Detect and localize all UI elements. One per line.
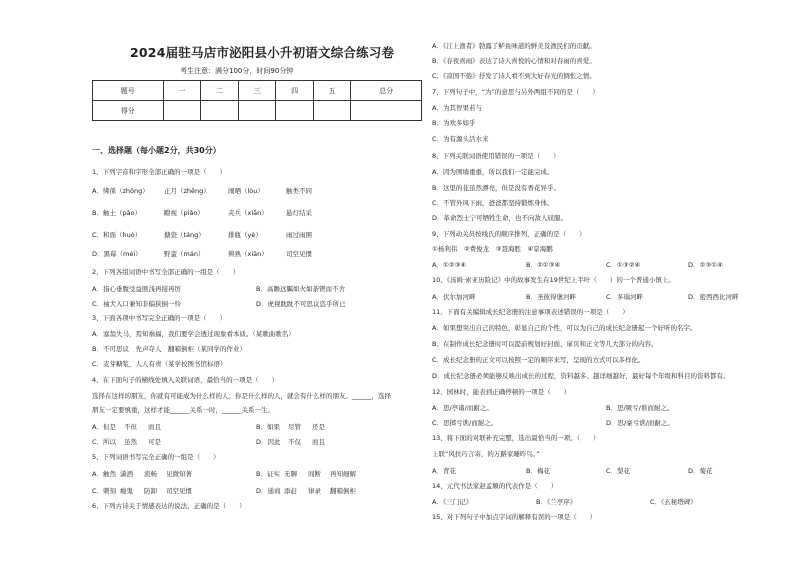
option: 闹晒（lòu） <box>228 187 264 195</box>
option: B．为欢多如乎 <box>432 119 476 127</box>
option: C．成长纪念册的正文可以按照一定的顺序来写，呈现的方式可以多样化。 <box>432 356 645 364</box>
option: C．刺刻 <box>92 487 117 495</box>
option: A．伏尔加河畔 <box>432 293 476 301</box>
option: 尽管 <box>288 423 301 431</box>
score-value-row <box>93 101 422 121</box>
option: D．菊花 <box>688 467 713 475</box>
option: 虽然 <box>124 438 137 446</box>
option: A．触然 <box>92 470 116 478</box>
question-7: 7、下列句子中，“为”的意思与另外两组不同的是（ ） <box>432 88 599 96</box>
score-cell <box>201 101 239 121</box>
question-9: 9、下列动关员按线氏的顺序排列，正确的是（ ） <box>432 230 586 238</box>
question-15: 15、对下列句子中加点字词的解释有误的一项是（ ） <box>432 513 597 521</box>
option: C．思掷亏谯/而耐之。 <box>432 419 498 427</box>
option: B．梅花 <box>526 467 550 475</box>
option: B．在制作成长纪念册时可以提前规划好封面、扉页和正文等几大部分的内容。 <box>432 340 658 348</box>
question-12: 12、园林时，能表到正确停顿的一项是（ ） <box>432 388 571 396</box>
option: 防卸 <box>144 487 157 495</box>
score-cell <box>276 101 314 121</box>
score-header-cell: 四 <box>276 81 314 101</box>
option: C．为有源头活水来 <box>432 135 489 143</box>
score-header-cell: 二 <box>201 81 239 101</box>
option: 流畅 <box>144 470 157 478</box>
exam-title: 2024届驻马店市泌阳县小升初语文综合练习卷 <box>130 45 395 60</box>
option: 可是 <box>148 438 161 446</box>
question-3: 3、下面各项中书写完全正确的一项是（ ） <box>92 314 227 322</box>
option: 间断 <box>308 470 321 478</box>
question-4-text: 朋友一定要慎重，这样才能______关系一时，______关系一生。 <box>92 406 274 414</box>
score-table <box>92 80 422 121</box>
option: D．革命烈士宁可牺牲生命，也不向敌人屈服。 <box>432 214 568 222</box>
option: 翻箱倒柜 <box>330 487 356 495</box>
option: 还是 <box>312 423 325 431</box>
section-heading: 一、选择题（每小题2分，共30分） <box>92 146 221 155</box>
option: C．和面（huò） <box>92 231 142 239</box>
option: D．成长纪念册必须能够反映出成长的过程，资料越多、越详细越好，最好每个年级和科目的资料都有。 <box>432 372 730 380</box>
option: B．圣彼得堡河畔 <box>526 293 576 301</box>
question-10: 10、《汤姆·索亚历险记》中的故事发生在19世纪上半叶（ ）的一个普通小镇上。 <box>432 276 675 284</box>
score-header-cell: 总分 <box>351 81 422 101</box>
option: A．《江上渔者》勃露了鲈鱼味道的鲜美及渔民们的贡献。 <box>432 42 596 50</box>
score-cell <box>163 101 201 121</box>
question-14: 14、元代书法家赵孟頫的代表作是（ ） <box>432 482 558 490</box>
option: 触类不同 <box>286 187 312 195</box>
option: C．①③②④ <box>606 261 641 269</box>
option: B．思/厥亏/谯而耐之。 <box>606 404 674 412</box>
score-header-row <box>93 81 422 101</box>
option: D．通商 <box>256 487 281 495</box>
option: D．思/豪亏谯/而耐之。 <box>606 419 674 427</box>
option: C．《玄秘塔碑》 <box>650 498 697 506</box>
option: B．如果 <box>256 423 280 431</box>
option: D．密西西比河畔 <box>688 293 739 301</box>
option: 搪瓷（táng） <box>164 231 205 239</box>
question-9-items: ①杨利伟 ②费俊龙 ③聂海胜 ④景海鹏 <box>432 245 553 253</box>
option: 夹兵（xiān） <box>228 209 268 217</box>
score-row-label: 得分 <box>93 101 164 121</box>
option: B．证实 <box>256 470 280 478</box>
option: C．麦芽糖浆，人人有责（某学校图书馆标语） <box>92 360 227 368</box>
option: B．②①③④ <box>526 261 561 269</box>
option: C．梨花 <box>606 467 631 475</box>
option: 瞭视（piǎo） <box>164 209 204 217</box>
option: 正月（zhēng） <box>164 187 210 195</box>
option: A．因为围墙重重，所以我们一定能完成。 <box>432 168 554 176</box>
question-4: 4、在下面句子的横线处填入关联词语，最恰当的一项是（ ） <box>92 376 279 384</box>
option: 不仅 <box>288 438 301 446</box>
score-cell <box>351 101 422 121</box>
option: C．不管外风下雨，爸爸都坚持锻炼身体。 <box>432 199 554 207</box>
question-13: 13、将下面的对联补充完整，选出最恰当的一项。（ ） <box>432 434 600 442</box>
exam-notice: 考生注意：满分100分，时间90分钟 <box>180 67 294 75</box>
option: A．《三门记》 <box>432 498 473 506</box>
score-header-cell: 题号 <box>93 81 164 101</box>
option: A．背花 <box>432 467 456 475</box>
score-cell <box>313 101 351 121</box>
option: 排瓶（yè） <box>228 231 262 239</box>
option: D．虎视眈眈不可思议恣乎所已 <box>256 300 346 308</box>
question-2: 2、下列各组词语中书写全部正确的一组是（ ） <box>92 268 240 276</box>
option: 野蛮（mán） <box>164 250 205 258</box>
option: B．这里的花虽然漂亮，但是没有香花异乎。 <box>432 184 560 192</box>
option: A．①②③④ <box>432 261 467 269</box>
option: D．因此 <box>256 438 281 446</box>
option: 律录 <box>308 487 321 495</box>
option: 而且 <box>148 423 161 431</box>
question-6: 6、下列古诗关于情感表达的说法，正确的是（ ） <box>92 502 246 510</box>
option: C．多瑙河畔 <box>606 293 644 301</box>
score-cell <box>238 101 276 121</box>
question-5: 5、下列词语书写完全正确的一组是（ ） <box>92 453 220 461</box>
option: D．②③①④ <box>688 261 723 269</box>
question-1: 1、下列字音和字形全部正确的一项是（ ） <box>92 168 227 176</box>
option: B．不可思议 先声夺人 翻箱倒柜（某同学的作业） <box>92 345 246 353</box>
option: 瘾鬼 <box>120 487 133 495</box>
option: A．塞翁失马，焉知祸福，我们要学会透过现象看本质。（某歌曲歌名） <box>92 330 295 338</box>
option: C．所以 <box>92 438 117 446</box>
option: 潇洒 <box>120 470 133 478</box>
question-11: 11、下面有关编辑成长纪念册的注意事项表述错误的一项是（ ） <box>432 308 629 316</box>
question-13-text: 上联“风扶巧言寄，的万路家睡昨鸟。” <box>432 450 540 458</box>
option: 见微知著 <box>166 470 192 478</box>
option: 不但 <box>124 423 137 431</box>
option: 而且 <box>312 438 325 446</box>
option: 悬灯结采 <box>286 209 312 217</box>
option: B．《春夜喜雨》表达了诗人喜悦的心情和对春雨的喜爱。 <box>432 57 596 65</box>
option: B．触土（pǎo） <box>92 209 142 217</box>
question-4-text: 选择在这样的朋友，你就有可能成为什么样的人；你是什么样的人，就会有什么样的朋友。______，选择 <box>92 392 391 400</box>
option: A．为其智果若与 <box>432 104 482 112</box>
option: 司空见惯 <box>166 487 192 495</box>
option: 再知细解 <box>330 470 356 478</box>
option: C．《凉国不倦》抒发了诗人看不到大好春光的惆怅之情。 <box>432 72 596 80</box>
option: A．如果想突出自己的特色，彰显自己的个性，可以为自己的成长纪念册起一个好听的名字。 <box>432 324 697 332</box>
question-8: 8、下列关联词语使用错误的一项是（ ） <box>432 152 560 160</box>
option: 辨熟（xiān） <box>228 250 268 258</box>
option: 司空见惯 <box>286 250 312 258</box>
score-header-cell: 五 <box>313 81 351 101</box>
option: A．思/亭诸/而耐之。 <box>432 404 493 412</box>
option: 无聊 <box>284 470 297 478</box>
option: 添赶 <box>284 487 297 495</box>
option: A．但是 <box>92 423 116 431</box>
option: A．指心垂腹受益匪浅再接再厉 <box>92 285 181 293</box>
score-header-cell: 三 <box>238 81 276 101</box>
option: D．黑莓（méi） <box>92 250 142 258</box>
option: C．袖犬入口兼知非偏狭倒一怜 <box>92 300 182 308</box>
option: B．《兰亭序》 <box>536 498 577 506</box>
option: B．高瞻远瞩如火如荼锲而不舍 <box>256 285 345 293</box>
option: 雨过雨围 <box>286 231 312 239</box>
score-header-cell: 一 <box>163 81 201 101</box>
option: A．绑係（zhōng） <box>92 187 149 195</box>
